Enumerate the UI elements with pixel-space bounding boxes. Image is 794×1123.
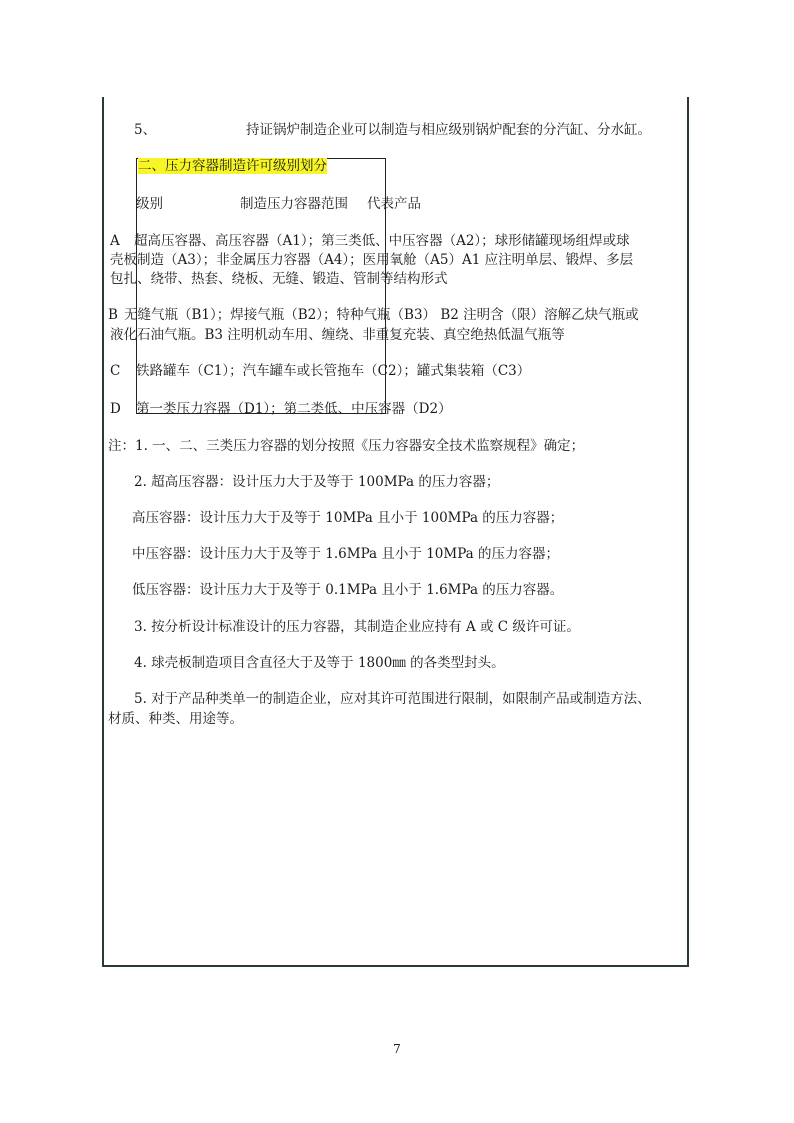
row-c-line1: 铁路罐车（C1）；汽车罐车或长管拖车（C2）；罐式集装箱（C3）	[136, 363, 531, 379]
row-c-letter: C	[110, 363, 121, 379]
item5-text: 持证锅炉制造企业可以制造与相应级别锅炉配套的分汽缸、分水缸。	[246, 122, 651, 138]
row-a-line2: 壳板制造（A3）；非金属压力容器（A4）；医用氧舱（A5）A1 应注明单层、锻焊、多层	[110, 252, 634, 268]
note-2-medium: 中压容器：设计压力大于及等于 1.6MPa 且小于 10MPa 的压力容器；	[132, 546, 560, 562]
note-5-line1: 5. 对于产品种类单一的制造企业，应对其许可范围进行限制，如限制产品或制造方法、	[134, 691, 651, 707]
note-1: 注：1. 一、二、三类压力容器的划分按照《压力容器安全技术监察规程》确定；	[108, 438, 585, 454]
row-d-letter: D	[110, 401, 121, 417]
row-b-letter: B	[108, 307, 118, 323]
col-product-header: 代表产品	[367, 196, 421, 212]
note-4: 4. 球壳板制造项目含直径大于及等于 1800㎜ 的各类型封头。	[134, 655, 505, 671]
section-heading-text: 二、压力容器制造许可级别划分	[138, 158, 327, 174]
note-3: 3. 按分析设计标准设计的压力容器，其制造企业应持有 A 或 C 级许可证。	[134, 619, 580, 635]
note-2-high: 高压容器：设计压力大于及等于 10MPa 且小于 100MPa 的压力容器；	[132, 510, 564, 526]
section-heading	[138, 157, 327, 175]
row-b-line2: 液化石油气瓶。B3 注明机动车用、缠绕、非重复充装、真空绝热低温气瓶等	[110, 327, 565, 343]
row-a-line1: 超高压容器、高压容器（A1）；第三类低、中压容器（A2）；球形储罐现场组焊或球	[134, 233, 630, 249]
row-a-letter: A	[110, 233, 120, 249]
col-scope-header: 制造压力容器范围	[240, 196, 348, 212]
note-2: 2. 超高压容器：设计压力大于及等于 100MPa 的压力容器；	[134, 474, 500, 490]
row-d-line1: 第一类压力容器（D1）；第二类低、中压容器（D2）	[136, 401, 452, 417]
row-a-line3: 包扎、绕带、热套、绕板、无缝、锻造、管制等结构形式	[110, 271, 448, 287]
col-level-header: 级别	[136, 196, 163, 212]
row-b-line1: 无缝气瓶（B1）；焊接气瓶（B2）；特种气瓶（B3） B2 注明含（限）溶解乙炔气瓶或	[124, 307, 639, 323]
page-number: 7	[393, 1042, 401, 1056]
item5-number: 5、	[134, 122, 157, 138]
note-2-low: 低压容器：设计压力大于及等于 0.1MPa 且小于 1.6MPa 的压力容器。	[132, 582, 564, 598]
note-5-line2: 材质、种类、用途等。	[108, 711, 243, 727]
